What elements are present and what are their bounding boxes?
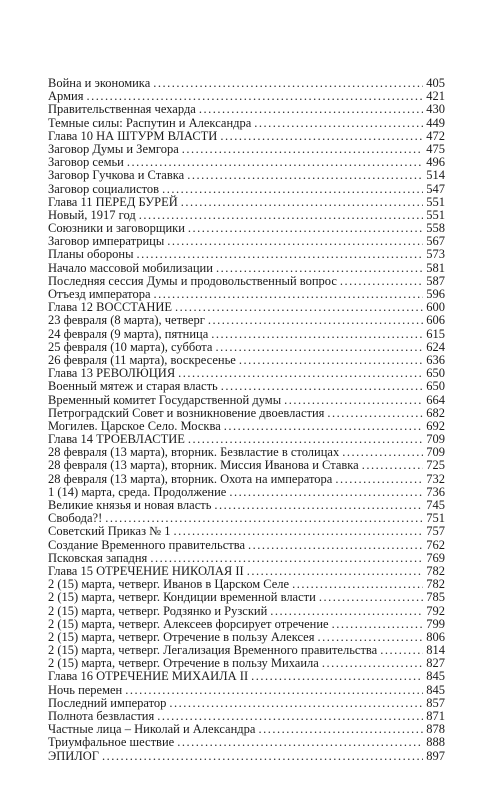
dot-leader: [214, 499, 423, 512]
toc-entry-page-number: 558: [426, 221, 445, 236]
toc-entry-page-number: 615: [426, 326, 445, 341]
toc-entry: [48, 591, 445, 604]
toc-entry-title: Заговор семьи: [48, 155, 124, 170]
toc-entry-page-number: 751: [426, 511, 445, 526]
toc-entry-title: Великие князья и новая власть: [48, 498, 212, 512]
dot-leader: [327, 407, 423, 420]
dot-leader: [154, 288, 424, 301]
dot-leader: [153, 77, 423, 90]
toc-entry-page-number: 792: [426, 603, 445, 618]
toc-entry-title: Последняя сессия Думы и продовольственный вопрос: [48, 273, 337, 288]
toc-entry-title: Могилев. Царское Село. Москва: [48, 418, 221, 433]
toc-entry-title: Заговор императрицы: [48, 234, 165, 249]
toc-entry-title: Военный мятеж и старая власть: [48, 379, 218, 394]
toc-entry-title: Псковская западня: [48, 550, 148, 565]
toc-entry-title: 23 февраля (8 марта), четверг: [48, 313, 205, 328]
toc-entry-page-number: 725: [426, 458, 445, 473]
toc-entry: [48, 314, 445, 327]
toc-entry: [48, 670, 445, 683]
dot-leader: [150, 552, 423, 565]
dot-leader: [224, 420, 424, 433]
toc-entry-title: Глава 11 ПЕРЕД БУРЕЙ: [48, 194, 178, 209]
dot-leader: [177, 736, 423, 749]
dot-leader: [175, 301, 423, 314]
toc-entry-page-number: 496: [426, 155, 445, 170]
toc-entry: [48, 539, 445, 552]
toc-entry-page-number: 745: [426, 498, 445, 512]
toc-entry-page-number: 785: [426, 590, 445, 605]
toc-entry-title: Создание Временного правительства: [48, 537, 245, 552]
table-of-contents: [48, 77, 445, 763]
toc-entry-title: Глава 14 ТРОЕВЛАСТИЕ: [48, 432, 185, 447]
dot-leader: [125, 684, 423, 697]
toc-entry-title: 2 (15) марта, четверг. Алексеев форсирует отречение: [48, 616, 329, 631]
toc-entry-page-number: 636: [426, 352, 445, 367]
toc-entry-page-number: 692: [426, 418, 445, 433]
toc-entry-title: Армия: [48, 89, 84, 104]
dot-leader: [258, 723, 423, 736]
dot-leader: [380, 644, 423, 657]
dot-leader: [284, 394, 423, 407]
toc-entry-page-number: 547: [426, 181, 445, 196]
toc-entry-title: Отъезд императора: [48, 287, 151, 301]
toc-entry: [48, 183, 445, 196]
toc-entry-page-number: 624: [426, 339, 445, 354]
toc-entry: [48, 117, 445, 130]
dot-leader: [167, 235, 423, 248]
toc-entry-page-number: 472: [426, 128, 445, 143]
toc-entry-title: Частные лица – Николай и Александра: [48, 722, 256, 737]
toc-entry: [48, 407, 445, 420]
toc-entry: [48, 684, 445, 697]
toc-entry: [48, 552, 445, 565]
toc-entry-page-number: 405: [426, 76, 445, 90]
toc-entry: [48, 473, 445, 486]
toc-entry-page-number: 857: [426, 695, 445, 710]
dot-leader: [169, 697, 423, 710]
toc-entry: [48, 341, 445, 354]
toc-entry-page-number: 587: [426, 273, 445, 288]
toc-entry-title: 28 февраля (13 марта), вторник. Безвластие в столицах: [48, 445, 340, 460]
toc-entry-page-number: 567: [426, 234, 445, 249]
toc-entry: [48, 499, 445, 512]
toc-entry-title: 2 (15) марта, четверг. Легализация Временного правительства: [48, 643, 378, 658]
dot-leader: [187, 169, 423, 182]
toc-entry-title: 28 февраля (13 марта), вторник. Охота на императора: [48, 471, 333, 486]
toc-entry-title: Советский Приказ № 1: [48, 524, 171, 539]
toc-entry-page-number: 806: [426, 629, 445, 644]
toc-entry-page-number: 551: [426, 207, 445, 222]
toc-entry: [48, 77, 445, 90]
dot-leader: [251, 670, 423, 683]
toc-entry-page-number: 709: [426, 432, 445, 447]
toc-entry-page-number: 573: [426, 247, 445, 262]
dot-leader: [181, 196, 424, 209]
toc-entry-page-number: 769: [426, 550, 445, 565]
toc-entry-title: Заговор социалистов: [48, 181, 160, 196]
toc-entry-page-number: 606: [426, 313, 445, 328]
toc-entry-page-number: 600: [426, 300, 445, 315]
toc-entry: [48, 618, 445, 631]
dot-leader: [136, 248, 423, 261]
toc-entry-title: Заговор Гучкова и Ставка: [48, 168, 185, 183]
toc-entry-title: Глава 15 ОТРЕЧЕНИЕ НИКОЛАЯ II: [48, 563, 244, 578]
dot-leader: [188, 222, 423, 235]
toc-entry-title: Правительственная чехарда: [48, 102, 196, 117]
toc-entry: [48, 459, 445, 472]
dot-leader: [239, 354, 423, 367]
dot-leader: [216, 262, 423, 275]
dot-leader: [332, 618, 424, 631]
toc-entry-title: Свобода?!: [48, 511, 103, 526]
toc-entry-title: Планы обороны: [48, 247, 134, 262]
toc-entry-title: Глава 12 ВОССТАНИЕ: [48, 300, 173, 315]
toc-entry-page-number: 709: [426, 445, 445, 460]
toc-entry-title: Ночь перемен: [48, 682, 123, 697]
toc-entry-title: 25 февраля (10 марта), суббота: [48, 339, 213, 354]
toc-entry-title: 2 (15) марта, четверг. Кондиции временной власти: [48, 590, 316, 605]
toc-entry-page-number: 596: [426, 287, 445, 301]
dot-leader: [254, 117, 423, 130]
dot-leader: [211, 328, 423, 341]
dot-leader: [199, 103, 423, 116]
toc-entry-page-number: 430: [426, 102, 445, 117]
toc-entry-page-number: 888: [426, 735, 445, 750]
toc-entry: [48, 196, 445, 209]
dot-leader: [182, 143, 423, 156]
dot-leader: [173, 525, 423, 538]
toc-entry-page-number: 650: [426, 366, 445, 381]
toc-entry-title: 1 (14) марта, среда. Продолжение: [48, 484, 227, 499]
toc-entry: [48, 394, 445, 407]
toc-entry-title: ЭПИЛОГ: [48, 748, 100, 763]
toc-entry: [48, 248, 445, 261]
toc-entry-title: Новый, 1917 год: [48, 207, 136, 222]
toc-entry-title: Глава 13 РЕВОЛЮЦИЯ: [48, 366, 176, 381]
toc-entry-page-number: 732: [426, 471, 445, 486]
toc-entry-title: 26 февраля (11 марта), воскресенье: [48, 352, 236, 367]
dot-leader: [270, 605, 423, 618]
toc-entry-title: 24 февраля (9 марта), пятница: [48, 326, 209, 341]
toc-entry-page-number: 878: [426, 722, 445, 737]
toc-entry-page-number: 449: [426, 115, 445, 130]
toc-entry-page-number: 782: [426, 563, 445, 578]
toc-entry: [48, 103, 445, 116]
toc-entry-title: Полнота безвластия: [48, 709, 155, 723]
toc-entry-page-number: 551: [426, 194, 445, 209]
toc-entry-page-number: 827: [426, 656, 445, 671]
toc-entry-title: Союзники и заговорщики: [48, 221, 185, 236]
dot-leader: [208, 314, 423, 327]
toc-entry-title: 28 февраля (13 марта), вторник. Миссия Иванова и Ставка: [48, 458, 359, 473]
toc-entry-page-number: 871: [426, 709, 445, 723]
toc-entry-title: Временный комитет Государственной думы: [48, 392, 282, 407]
toc-entry-page-number: 757: [426, 524, 445, 539]
toc-entry-page-number: 845: [426, 669, 445, 684]
dot-leader: [248, 539, 423, 552]
toc-entry: [48, 525, 445, 538]
toc-entry-title: Война и экономика: [48, 76, 151, 90]
dot-leader: [229, 486, 423, 499]
toc-entry-page-number: 664: [426, 392, 445, 407]
toc-entry-title: Темные силы: Распутин и Александра: [48, 115, 252, 130]
toc-entry: [48, 736, 445, 749]
toc-entry-page-number: 475: [426, 141, 445, 156]
dot-leader: [102, 750, 423, 763]
toc-entry: [48, 262, 445, 275]
dot-leader: [220, 130, 423, 143]
toc-entry: [48, 130, 445, 143]
dot-leader: [221, 380, 424, 393]
toc-entry-title: Заговор Думы и Земгора: [48, 141, 179, 156]
toc-entry: [48, 605, 445, 618]
toc-entry: [48, 328, 445, 341]
toc-entry-page-number: 814: [426, 643, 445, 658]
dot-leader: [319, 591, 423, 604]
toc-entry-page-number: 897: [426, 748, 445, 763]
toc-entry-title: 2 (15) марта, четверг. Родзянко и Рузский: [48, 603, 268, 618]
toc-entry-page-number: 421: [426, 89, 445, 104]
toc-entry-title: 2 (15) марта, четверг. Отречение в пользу Алексея: [48, 629, 315, 644]
toc-entry-page-number: 581: [426, 260, 445, 275]
dot-leader: [340, 275, 423, 288]
toc-entry-title: 2 (15) марта, четверг. Отречение в пользу Михаила: [48, 656, 319, 671]
dot-leader: [322, 657, 423, 670]
toc-entry-title: 2 (15) марта, четверг. Иванов в Царском Селе: [48, 577, 290, 592]
toc-entry-page-number: 799: [426, 616, 445, 631]
dot-leader: [215, 341, 423, 354]
toc-entry-page-number: 514: [426, 168, 445, 183]
toc-entry-title: Глава 10 НА ШТУРМ ВЛАСТИ: [48, 128, 218, 143]
toc-entry-title: Триумфальное шествие: [48, 735, 175, 750]
toc-entry-page-number: 762: [426, 537, 445, 552]
toc-entry: [48, 380, 445, 393]
toc-entry-title: Петроградский Совет и возникновение двоевластия: [48, 405, 325, 420]
toc-entry-title: Последний император: [48, 695, 167, 710]
toc-entry: [48, 169, 445, 182]
toc-entry: [48, 750, 445, 763]
toc-entry-page-number: 682: [426, 405, 445, 420]
dot-leader: [335, 473, 423, 486]
toc-entry-title: Глава 16 ОТРЕЧЕНИЕ МИХАИЛА II: [48, 669, 249, 684]
toc-entry-page-number: 650: [426, 379, 445, 394]
dot-leader: [162, 183, 423, 196]
toc-entry-page-number: 845: [426, 682, 445, 697]
toc-entry-page-number: 782: [426, 577, 445, 592]
toc-entry-page-number: 736: [426, 484, 445, 499]
dot-leader: [362, 459, 424, 472]
toc-entry-title: Начало массовой мобилизации: [48, 260, 213, 275]
